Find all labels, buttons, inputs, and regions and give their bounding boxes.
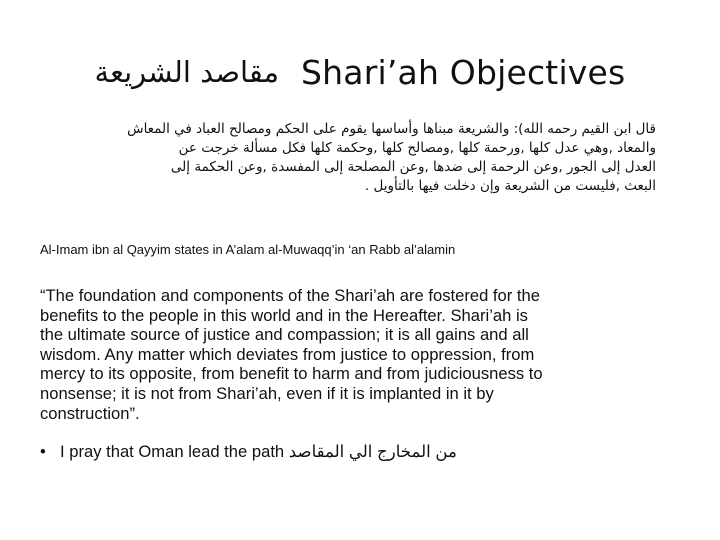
english-quote-line: “The foundation and components of the Shari’ah are fostered for the [40,286,540,305]
bullet-text-arabic: من المخارج الي المقاصد [288,442,457,461]
arabic-quote-line: قال ابن القيم رحمه الله): والشريعة مبناها وأساسها يقوم على الحكم ومصالح العباد في المعاش [127,121,656,137]
english-quote-line: construction”. [40,403,140,423]
english-quote-line: nonsense; it is not from Shari’ah, even if it is implanted in it by [40,383,494,403]
bullet-text-english: I pray that Oman lead the path [60,442,285,461]
english-quote [40,286,690,423]
bullet-item [40,442,690,462]
title-english: Shari’ah Objectives [301,52,626,92]
english-quote-line: the ultimate source of justice and compassion; it is all gains and all [40,325,529,345]
arabic-quote-line: البعث ,فليست من الشريعة وإن دخلت فيها بالتأويل . [364,178,656,194]
arabic-quote [62,120,656,196]
slide-title [40,42,680,102]
english-quote-line: mercy to its opposite, from benefit to harm and from judiciousness to [40,364,543,384]
bullet-marker: • [40,442,46,461]
english-quote-line: wisdom. Any matter which deviates from justice to oppression, from [40,344,535,364]
arabic-quote-line: والمعاد ,وهي عدل كلها ,ورحمة كلها ,ومصالح كلها ,وحكمة كلها فكل مسألة خرجت عن [178,140,656,156]
citation: Al-Imam ibn al Qayyim states in A’alam al-Muwaqq’in ‘an Rabb al’alamin [40,242,456,257]
title-arabic: مقاصد الشريعة [94,55,280,89]
english-quote-line: benefits to the people in this world and in the Hereafter. Shari’ah is [40,305,528,325]
arabic-quote-line: العدل إلى الجور ,وعن الرحمة إلى ضدها ,وعن المصلحة إلى المفسدة ,وعن الحكمة إلى [170,159,656,175]
